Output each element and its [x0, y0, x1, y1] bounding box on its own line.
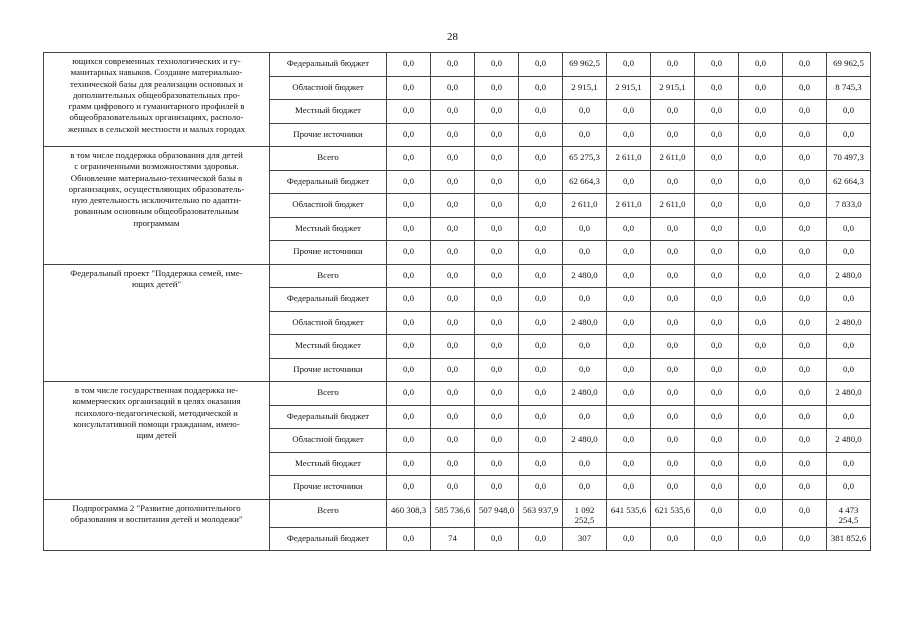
value-cell: 2 915,1 — [651, 76, 695, 100]
value-cell: 0,0 — [607, 527, 651, 551]
value-cell: 307 — [563, 527, 607, 551]
value-cell: 0,0 — [563, 452, 607, 476]
value-cell: 0,0 — [519, 264, 563, 288]
value-cell: 0,0 — [519, 100, 563, 124]
funding-source: Местный бюджет — [270, 335, 387, 359]
funding-source: Федеральный бюджет — [270, 527, 387, 551]
budget-table — [43, 52, 871, 551]
value-cell: 0,0 — [739, 147, 783, 171]
value-cell: 0,0 — [607, 382, 651, 406]
value-cell: 2 611,0 — [563, 194, 607, 218]
value-cell: 0,0 — [651, 264, 695, 288]
value-cell: 0,0 — [387, 170, 431, 194]
value-cell: 0,0 — [431, 123, 475, 147]
description-line: консультативной помощи гражданам, имею- — [73, 418, 240, 429]
value-cell: 563 937,9 — [519, 499, 563, 527]
description-line: дополнительных общеобразовательных про- — [72, 89, 241, 100]
description-line: технической базы для реализации основных и — [69, 78, 243, 89]
value-cell: 0,0 — [607, 429, 651, 453]
funding-source: Местный бюджет — [270, 217, 387, 241]
value-cell: 2 611,0 — [651, 147, 695, 171]
value-cell: 0,0 — [695, 335, 739, 359]
funding-source: Прочие источники — [270, 241, 387, 265]
value-cell: 0,0 — [607, 288, 651, 312]
value-cell: 0,0 — [695, 170, 739, 194]
value-cell: 0,0 — [739, 241, 783, 265]
value-cell: 2 480,0 — [563, 311, 607, 335]
value-cell: 0,0 — [783, 288, 827, 312]
total-cell: 2 480,0 — [827, 382, 871, 406]
value-cell: 0,0 — [783, 335, 827, 359]
funding-source: Всего — [270, 147, 387, 171]
value-cell: 0,0 — [387, 476, 431, 500]
value-cell: 0,0 — [739, 335, 783, 359]
description-line: Федеральный проект "Поддержка семей, име- — [70, 267, 243, 278]
value-cell: 0,0 — [695, 76, 739, 100]
description-line: коммерческих организаций в целях оказания — [72, 396, 241, 407]
description-line: программам — [133, 217, 180, 228]
value-cell: 0,0 — [695, 264, 739, 288]
value-cell: 0,0 — [387, 241, 431, 265]
value-cell: 0,0 — [607, 241, 651, 265]
value-cell: 0,0 — [387, 452, 431, 476]
value-cell: 0,0 — [475, 405, 519, 429]
value-cell: 0,0 — [519, 76, 563, 100]
value-cell: 0,0 — [519, 335, 563, 359]
value-cell: 0,0 — [651, 382, 695, 406]
value-cell: 0,0 — [651, 123, 695, 147]
value-cell: 0,0 — [651, 311, 695, 335]
total-cell: 0,0 — [827, 123, 871, 147]
value-cell: 0,0 — [783, 53, 827, 77]
value-cell: 0,0 — [475, 100, 519, 124]
funding-source: Федеральный бюджет — [270, 170, 387, 194]
value-cell: 0,0 — [739, 452, 783, 476]
funding-source: Областной бюджет — [270, 429, 387, 453]
value-cell: 2 915,1 — [563, 76, 607, 100]
value-cell: 0,0 — [607, 100, 651, 124]
description-line: манитарных навыков. Создание материально- — [70, 67, 243, 78]
value-cell: 0,0 — [475, 476, 519, 500]
value-cell: 0,0 — [431, 358, 475, 382]
table-row — [44, 53, 871, 77]
value-cell: 0,0 — [475, 53, 519, 77]
measure-description — [44, 499, 270, 551]
value-cell: 0,0 — [695, 53, 739, 77]
total-cell: 0,0 — [827, 476, 871, 500]
page-number: 28 — [447, 31, 458, 43]
value-cell: 0,0 — [739, 123, 783, 147]
value-cell: 0,0 — [519, 217, 563, 241]
value-cell: 0,0 — [563, 476, 607, 500]
value-cell: 0,0 — [695, 382, 739, 406]
value-cell: 585 736,6 — [431, 499, 475, 527]
value-cell: 0,0 — [387, 335, 431, 359]
value-cell: 0,0 — [387, 382, 431, 406]
value-cell: 0,0 — [783, 358, 827, 382]
value-cell: 2 480,0 — [563, 264, 607, 288]
value-cell: 0,0 — [607, 170, 651, 194]
value-cell: 0,0 — [651, 405, 695, 429]
value-cell: 0,0 — [387, 100, 431, 124]
value-cell: 0,0 — [739, 405, 783, 429]
description-line: грамм цифрового и гуманитарного профилей в — [68, 101, 245, 111]
value-cell: 74 — [431, 527, 475, 551]
value-cell: 0,0 — [431, 147, 475, 171]
value-cell: 0,0 — [739, 358, 783, 382]
value-cell: 0,0 — [387, 194, 431, 218]
value-cell: 0,0 — [431, 452, 475, 476]
value-cell: 0,0 — [739, 217, 783, 241]
description-line: образования и воспитания детей и молодежи" — [70, 513, 243, 524]
value-cell: 0,0 — [387, 264, 431, 288]
value-cell: 0,0 — [475, 170, 519, 194]
value-cell: 0,0 — [387, 147, 431, 171]
value-cell: 0,0 — [783, 311, 827, 335]
value-cell: 0,0 — [475, 527, 519, 551]
value-cell: 0,0 — [739, 53, 783, 77]
funding-source: Областной бюджет — [270, 194, 387, 218]
description-line: с ограниченными возможностями здоровья. — [74, 161, 239, 172]
total-cell: 0,0 — [827, 358, 871, 382]
value-cell: 0,0 — [431, 382, 475, 406]
value-cell: 0,0 — [431, 100, 475, 124]
value-cell: 0,0 — [431, 311, 475, 335]
value-cell: 0,0 — [739, 100, 783, 124]
value-cell: 0,0 — [783, 429, 827, 453]
value-cell: 0,0 — [519, 476, 563, 500]
value-cell: 0,0 — [431, 76, 475, 100]
total-cell: 0,0 — [827, 217, 871, 241]
value-cell: 0,0 — [519, 527, 563, 551]
value-cell: 0,0 — [519, 194, 563, 218]
value-cell: 0,0 — [695, 311, 739, 335]
value-cell: 2 480,0 — [563, 382, 607, 406]
description-line: Обновление материально-технической базы в — [70, 172, 243, 183]
value-cell: 0,0 — [563, 288, 607, 312]
value-cell: 0,0 — [651, 53, 695, 77]
value-cell: 0,0 — [695, 241, 739, 265]
description-line: Подпрограмма 2 "Развитие дополнительного — [72, 502, 241, 513]
measure-description — [44, 382, 270, 500]
description-line: общеобразовательных организациях, располо- — [69, 112, 244, 123]
value-cell: 0,0 — [387, 288, 431, 312]
value-cell: 0,0 — [651, 452, 695, 476]
funding-source: Федеральный бюджет — [270, 405, 387, 429]
value-cell: 0,0 — [519, 452, 563, 476]
value-cell: 621 535,6 — [651, 499, 695, 527]
measure-description — [44, 147, 270, 265]
value-cell: 0,0 — [431, 170, 475, 194]
value-cell: 0,0 — [519, 358, 563, 382]
value-cell: 0,0 — [387, 217, 431, 241]
value-cell: 641 535,6 — [607, 499, 651, 527]
value-cell: 0,0 — [695, 405, 739, 429]
funding-source: Областной бюджет — [270, 76, 387, 100]
value-cell: 0,0 — [739, 264, 783, 288]
value-cell: 0,0 — [607, 405, 651, 429]
value-cell: 0,0 — [519, 288, 563, 312]
total-cell: 69 962,5 — [827, 53, 871, 77]
value-cell: 0,0 — [431, 335, 475, 359]
description-line: в том числе государственная поддержка не- — [74, 385, 239, 395]
value-cell: 0,0 — [651, 429, 695, 453]
value-cell: 0,0 — [651, 100, 695, 124]
funding-source: Прочие источники — [270, 358, 387, 382]
table-row — [44, 382, 871, 406]
value-cell: 0,0 — [739, 429, 783, 453]
value-cell: 0,0 — [739, 288, 783, 312]
value-cell: 2 611,0 — [607, 147, 651, 171]
total-cell: 0,0 — [827, 100, 871, 124]
description-line: женных в сельской местности и малых городах — [67, 123, 246, 134]
measure-description — [44, 53, 270, 147]
total-cell: 4 473 254,5 — [827, 499, 871, 527]
value-cell: 507 948,0 — [475, 499, 519, 527]
value-cell: 0,0 — [783, 264, 827, 288]
value-cell: 0,0 — [563, 405, 607, 429]
funding-source: Федеральный бюджет — [270, 288, 387, 312]
value-cell: 0,0 — [695, 499, 739, 527]
measure-description — [44, 264, 270, 382]
value-cell: 0,0 — [695, 452, 739, 476]
value-cell: 0,0 — [783, 147, 827, 171]
value-cell: 0,0 — [563, 100, 607, 124]
value-cell: 0,0 — [475, 123, 519, 147]
value-cell: 2 611,0 — [651, 194, 695, 218]
value-cell: 0,0 — [431, 217, 475, 241]
value-cell: 0,0 — [739, 499, 783, 527]
value-cell: 0,0 — [475, 194, 519, 218]
value-cell: 0,0 — [695, 288, 739, 312]
value-cell: 0,0 — [563, 241, 607, 265]
value-cell: 0,0 — [607, 358, 651, 382]
value-cell: 0,0 — [387, 53, 431, 77]
funding-source: Всего — [270, 264, 387, 288]
description-line: ющих детей" — [131, 278, 182, 289]
funding-source: Прочие источники — [270, 476, 387, 500]
value-cell: 0,0 — [519, 53, 563, 77]
value-cell: 0,0 — [431, 429, 475, 453]
value-cell: 0,0 — [651, 335, 695, 359]
total-cell: 2 480,0 — [827, 264, 871, 288]
value-cell: 0,0 — [695, 476, 739, 500]
total-cell: 381 852,6 — [827, 527, 871, 551]
value-cell: 69 962,5 — [563, 53, 607, 77]
description-line: ющихся современных технологических и гу- — [72, 56, 241, 66]
description-line: щим детей — [136, 430, 177, 440]
value-cell: 0,0 — [519, 405, 563, 429]
value-cell: 0,0 — [739, 476, 783, 500]
value-cell: 0,0 — [563, 358, 607, 382]
value-cell: 0,0 — [387, 123, 431, 147]
funding-source: Местный бюджет — [270, 100, 387, 124]
value-cell: 0,0 — [431, 476, 475, 500]
value-cell: 0,0 — [783, 476, 827, 500]
value-cell: 0,0 — [783, 382, 827, 406]
value-cell: 0,0 — [783, 527, 827, 551]
value-cell: 0,0 — [607, 476, 651, 500]
value-cell: 0,0 — [563, 335, 607, 359]
description-line: в том числе поддержка образования для детей — [70, 150, 243, 160]
total-cell: 0,0 — [827, 288, 871, 312]
value-cell: 0,0 — [475, 429, 519, 453]
value-cell: 62 664,3 — [563, 170, 607, 194]
value-cell: 0,0 — [695, 217, 739, 241]
total-cell: 62 664,3 — [827, 170, 871, 194]
funding-source: Прочие источники — [270, 123, 387, 147]
value-cell: 0,0 — [431, 405, 475, 429]
value-cell: 0,0 — [695, 527, 739, 551]
value-cell: 0,0 — [695, 194, 739, 218]
funding-source: Областной бюджет — [270, 311, 387, 335]
funding-source: Федеральный бюджет — [270, 53, 387, 77]
value-cell: 0,0 — [475, 217, 519, 241]
value-cell: 0,0 — [387, 405, 431, 429]
value-cell: 0,0 — [607, 217, 651, 241]
value-cell: 0,0 — [651, 288, 695, 312]
value-cell: 0,0 — [651, 241, 695, 265]
value-cell: 0,0 — [695, 429, 739, 453]
value-cell: 0,0 — [783, 76, 827, 100]
description-line: психолого-педагогической, методической и — [75, 407, 238, 418]
description-line: ную деятельность исключительно по адапти- — [71, 195, 242, 205]
value-cell: 0,0 — [739, 311, 783, 335]
value-cell: 0,0 — [519, 241, 563, 265]
value-cell: 0,0 — [387, 311, 431, 335]
value-cell: 0,0 — [607, 53, 651, 77]
value-cell: 2 915,1 — [607, 76, 651, 100]
value-cell: 0,0 — [651, 476, 695, 500]
value-cell: 0,0 — [387, 358, 431, 382]
value-cell: 0,0 — [519, 147, 563, 171]
value-cell: 0,0 — [475, 288, 519, 312]
value-cell: 0,0 — [431, 53, 475, 77]
table-row — [44, 499, 871, 527]
value-cell: 0,0 — [431, 194, 475, 218]
value-cell: 0,0 — [475, 76, 519, 100]
total-cell: 2 480,0 — [827, 429, 871, 453]
value-cell: 0,0 — [783, 194, 827, 218]
funding-source: Всего — [270, 382, 387, 406]
value-cell: 0,0 — [519, 311, 563, 335]
total-cell: 2 480,0 — [827, 311, 871, 335]
value-cell: 0,0 — [783, 123, 827, 147]
description-line: организациях, осуществляющих образователь- — [68, 183, 245, 194]
value-cell: 0,0 — [651, 217, 695, 241]
total-cell: 7 833,0 — [827, 194, 871, 218]
total-cell: 70 497,3 — [827, 147, 871, 171]
value-cell: 0,0 — [387, 527, 431, 551]
value-cell: 0,0 — [695, 100, 739, 124]
value-cell: 0,0 — [783, 499, 827, 527]
value-cell: 0,0 — [695, 147, 739, 171]
funding-source: Местный бюджет — [270, 452, 387, 476]
value-cell: 0,0 — [739, 527, 783, 551]
value-cell: 0,0 — [475, 311, 519, 335]
value-cell: 0,0 — [431, 288, 475, 312]
value-cell: 2 480,0 — [563, 429, 607, 453]
total-cell: 0,0 — [827, 241, 871, 265]
value-cell: 0,0 — [475, 264, 519, 288]
value-cell: 0,0 — [431, 264, 475, 288]
value-cell: 0,0 — [695, 358, 739, 382]
total-cell: 0,0 — [827, 405, 871, 429]
table-row — [44, 264, 871, 288]
value-cell: 0,0 — [651, 170, 695, 194]
value-cell: 0,0 — [607, 264, 651, 288]
total-cell: 0,0 — [827, 452, 871, 476]
value-cell: 0,0 — [475, 147, 519, 171]
value-cell: 0,0 — [431, 241, 475, 265]
value-cell: 0,0 — [783, 100, 827, 124]
value-cell: 0,0 — [607, 311, 651, 335]
value-cell: 0,0 — [607, 335, 651, 359]
value-cell: 0,0 — [387, 76, 431, 100]
description-line: рованным основным общеобразовательным — [74, 206, 239, 217]
value-cell: 0,0 — [739, 76, 783, 100]
value-cell: 0,0 — [475, 452, 519, 476]
value-cell: 65 275,3 — [563, 147, 607, 171]
value-cell: 0,0 — [783, 452, 827, 476]
value-cell: 0,0 — [651, 358, 695, 382]
value-cell: 0,0 — [563, 217, 607, 241]
value-cell: 1 092 252,5 — [563, 499, 607, 527]
value-cell: 0,0 — [475, 241, 519, 265]
table-row — [44, 147, 871, 171]
value-cell: 0,0 — [519, 429, 563, 453]
value-cell: 460 308,3 — [387, 499, 431, 527]
value-cell: 0,0 — [739, 194, 783, 218]
value-cell: 0,0 — [519, 170, 563, 194]
value-cell: 0,0 — [695, 123, 739, 147]
value-cell: 0,0 — [783, 241, 827, 265]
value-cell: 0,0 — [475, 335, 519, 359]
value-cell: 0,0 — [519, 382, 563, 406]
value-cell: 0,0 — [739, 382, 783, 406]
total-cell: 8 745,3 — [827, 76, 871, 100]
value-cell: 0,0 — [607, 452, 651, 476]
value-cell: 0,0 — [475, 382, 519, 406]
value-cell: 0,0 — [519, 123, 563, 147]
value-cell: 0,0 — [783, 217, 827, 241]
value-cell: 0,0 — [739, 170, 783, 194]
value-cell: 0,0 — [563, 123, 607, 147]
funding-source: Всего — [270, 499, 387, 527]
value-cell: 0,0 — [607, 123, 651, 147]
value-cell: 0,0 — [783, 405, 827, 429]
total-cell: 0,0 — [827, 335, 871, 359]
value-cell: 2 611,0 — [607, 194, 651, 218]
value-cell: 0,0 — [651, 527, 695, 551]
value-cell: 0,0 — [387, 429, 431, 453]
value-cell: 0,0 — [475, 358, 519, 382]
value-cell: 0,0 — [783, 170, 827, 194]
